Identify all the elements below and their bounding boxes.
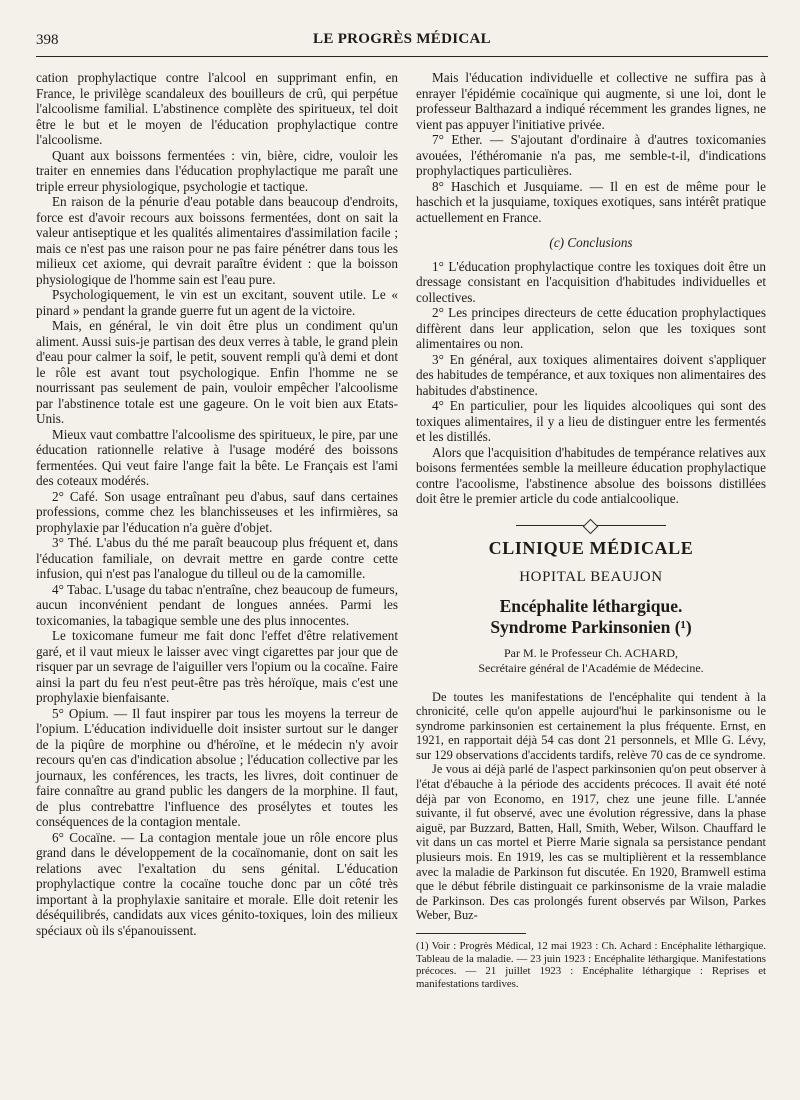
conclusion-item: 2° Les principes directeurs de cette éducation prophylactiques diffèrent dans leur application, selon que les toxiques sont alimentaires ou non. [416,305,766,351]
paragraph: 3° Thé. L'abus du thé me paraît beaucoup plus fréquent et, dans l'éducation familiale, on devrait mettre en garde contre cette infusion, qui n'est pas l'analogue du tilleul ou de la camomille. [36,535,398,581]
paragraph: De toutes les manifestations de l'encéphalite qui tendent à la chronicité, celle qu'on appelle aujourd'hui le parkinsonisme ou le syndrome parkinsonien est certainement la plus fréquente. Ernst, en 1921, en rapportait déjà 54 cas dont 21 personnels, et Mlle G. Lévy, sur 129 observations d'accidents tardifs, relève 70 cas de ce syndrome. [416,689,766,762]
paragraph: cation prophylactique contre l'alcool en supprimant enfin, en France, le privilège scandaleux des bouilleurs de crû, qui perpétue l'alcoolisme familial. L'abstinence complète des spiritueux, tel doit être le but et le moyen de l'éducation prophylactique contre l'alcoolisme. [36,70,398,147]
paragraph: Mieux vaut combattre l'alcoolisme des spiritueux, le pire, par une éducation rationnelle relative à l'usage modéré des boissons fermentées. Qui veut faire l'ange fait la bête. Le Français est l'ami des coteaux modérés. [36,426,398,488]
article-author: Par M. le Professeur Ch. ACHARD, [504,645,678,660]
section-divider [516,521,666,531]
paragraph: 5° Opium. — Il faut inspirer par tous les moyens la terreur de l'opium. L'éducation individuelle doit insister surtout sur le danger de la piqûre de morphine ou d'héroïne, et le médecin n'y avoir recours qu'en cas d'indication absolue ; l'éducation collective par les journaux, les conférences, les tracts, les livres, doit continuer de faire connaître au grand public les dangers de la morphine. Il faut, de plus contrebattre l'influence des prosélytes et toutes les conséquences de la contagion mentale. [36,705,398,829]
left-column [36,70,398,938]
paragraph: En raison de la pénurie d'eau potable dans beaucoup d'endroits, force est d'avoir recours aux boissons fermentées, dont on sait la valeur antiseptique et les qualités alimentaires d'assimilation facile ; mais ce n'est pas une raison pour ne pas faire pénétrer dans tous les milieux cet axiome, qui devrait paraître évident : que la boisson physiologique de l'homme sain est l'eau pure. [36,194,398,287]
paragraph: 6° Cocaïne. — La contagion mentale joue un rôle encore plus grand dans le développement de la cocaïnomanie, dont on sait les relations avec l'exaltation du sens génital. L'éducation prophylactique contre la cocaïne touche donc par un côté très important à la prophylaxie sanitaire et morale. Elle doit retenir les déséquilibrés, candidats aux vices génito-toxiques, loin des milieux spéciaux où ils s'épanouissent. [36,829,398,938]
paragraph: Mais l'éducation individuelle et collective ne suffira pas à enrayer l'épidémie cocaïnique qui augmente, si une loi, dont le professeur Balthazard a indiqué récemment les grandes lignes, ne vient pas appuyer l'initiative privée. [416,70,766,132]
paragraph: 4° Tabac. L'usage du tabac n'entraîne, chez beaucoup de fumeurs, aucun inconvénient pendant de longues années. Parmi les toxicomanies, la tabagique semble une des plus innocentes. [36,581,398,628]
conclusions-heading: (c) Conclusions [549,235,633,250]
conclusion-item: 1° L'éducation prophylactique contre les toxiques doit être un dressage consistant en l'acquisition d'habitudes individuelles et collectives. [416,258,766,305]
author-affiliation: Secrétaire général de l'Académie de Médecine. [478,660,704,675]
paragraph: Mais, en général, le vin doit être plus un condiment qu'un aliment. Aussi suis-je partisan des deux verres à table, le grand plein d'eau pour calmer la soif, le petit, souvent rempli qu'à demi et dont le rôle est avant tout psychologique. Enfin l'homme ne se nourrissant pas seulement de pain, vouloir empêcher l'alcoolisme par l'abstinence totale est une gageure. On le voit bien aux Etats-Unis. [36,318,398,426]
page-header [36,30,768,57]
footnote-rule [416,933,526,934]
conclusion-item: Alors que l'acquisition d'habitudes de tempérance relatives aux boisons fermentées semble la meilleure éducation prophylactique contre l'acoolisme, l'abstinence absolue des boissons distillées doit être le premier article du code antialcoolique. [416,444,766,506]
article-title-line-2: Syndrome Parkinsonien (¹) [490,616,692,637]
paragraph: Quant aux boissons fermentées : vin, bière, cidre, vouloir les traiter en ennemies dans l'éducation prophylactique me paraît une triple erreur physiologique, psychologie et tactique. [36,147,398,194]
journal-title: LE PROGRÈS MÉDICAL [313,31,491,47]
paragraph: 8° Haschich et Jusquiame. — Il en est de même pour le haschich et la jusquiame, toxiques exotiques, sans intérêt pratique actuellement en France. [416,178,766,225]
article-body [416,690,766,924]
paragraph: Le toxicomane fumeur me fait donc l'effet d'être relativement garé, et il vaut mieux le laisser avec vingt cigarettes par jour que de risquer par un sevrage de l'aiguiller vers l'opium ou la cocaïne. Faire ainsi la part du feu n'est peut-être pas très héroïque, mais c'est une prophylaxie bienfaisante. [36,628,398,705]
paragraph: Je vous ai déjà parlé de l'aspect parkinsonien qu'on peut observer à l'état d'ébauche à la période des accidents précoces. Il avait été noté déjà par von Economo, en 1917, chez une jeune fille. L'année suivante, il fut observé, avec une évolution régressive, dans la phase aiguë, par Buzzard, Batten, Hall, Smith, Weber, Wilson. Chauffard le vit dans un cas mortel et Pierre Marie signala sa persistance pendant plusieurs mois. En 1919, les cas se multiplièrent et la ressemblance avec la maladie de Parkinson fut discutée. En 1920, Bramwell estima que le début fébrile distinguait ce parkinsonisme de la vraie maladie de Parkinson. Des cas prolongés furent observés par Wilson, Parkes Weber, Buz- [416,762,766,923]
divider-ornament-icon [583,518,599,534]
right-column [416,70,766,990]
paragraph: 2° Café. Son usage entraînant peu d'abus, sauf dans certaines professions, comme chez les blanchisseuses et les infirmières, sa prophylaxie par l'éducation n'a guère d'objet. [36,488,398,535]
paragraph: 7° Ether. — S'ajoutant d'ordinaire à d'autres toxicomanies avouées, l'éthéromanie n'a pas, me semble-t-il, d'indications prophylactiques particulières. [416,132,766,178]
conclusion-item: 3° En général, aux toxiques alimentaires doivent s'appliquer des habitudes de tempérance, et aux toxiques non alimentaires des habitudes d'abstinence. [416,351,766,398]
hospital-name: HOPITAL BEAUJON [519,569,663,585]
article-title-line-1: Encéphalite léthargique. [499,595,683,616]
page-number: 398 [36,32,59,48]
conclusion-item: 4° En particulier, pour les liquides alcooliques qui sont des toxiques alimentaires, il y a lieu de distinguer entre les fermentés et les distillés. [416,398,766,444]
section-title: CLINIQUE MÉDICALE [488,537,694,558]
footnote: (1) Voir : Progrès Médical, 12 mai 1923 : Ch. Achard : Encéphalite léthargique. Tableau de la maladie. — 23 juin 1923 : Encéphalite léthargique. Manifestations précoces. — 21 juillet 1923 : Encéphalite léthargique : Reprises et manifestations tardives. [416,940,766,990]
paragraph: Psychologiquement, le vin est un excitant, souvent utile. Le « pinard » pendant la grande guerre fut un agent de la victoire. [36,287,398,318]
